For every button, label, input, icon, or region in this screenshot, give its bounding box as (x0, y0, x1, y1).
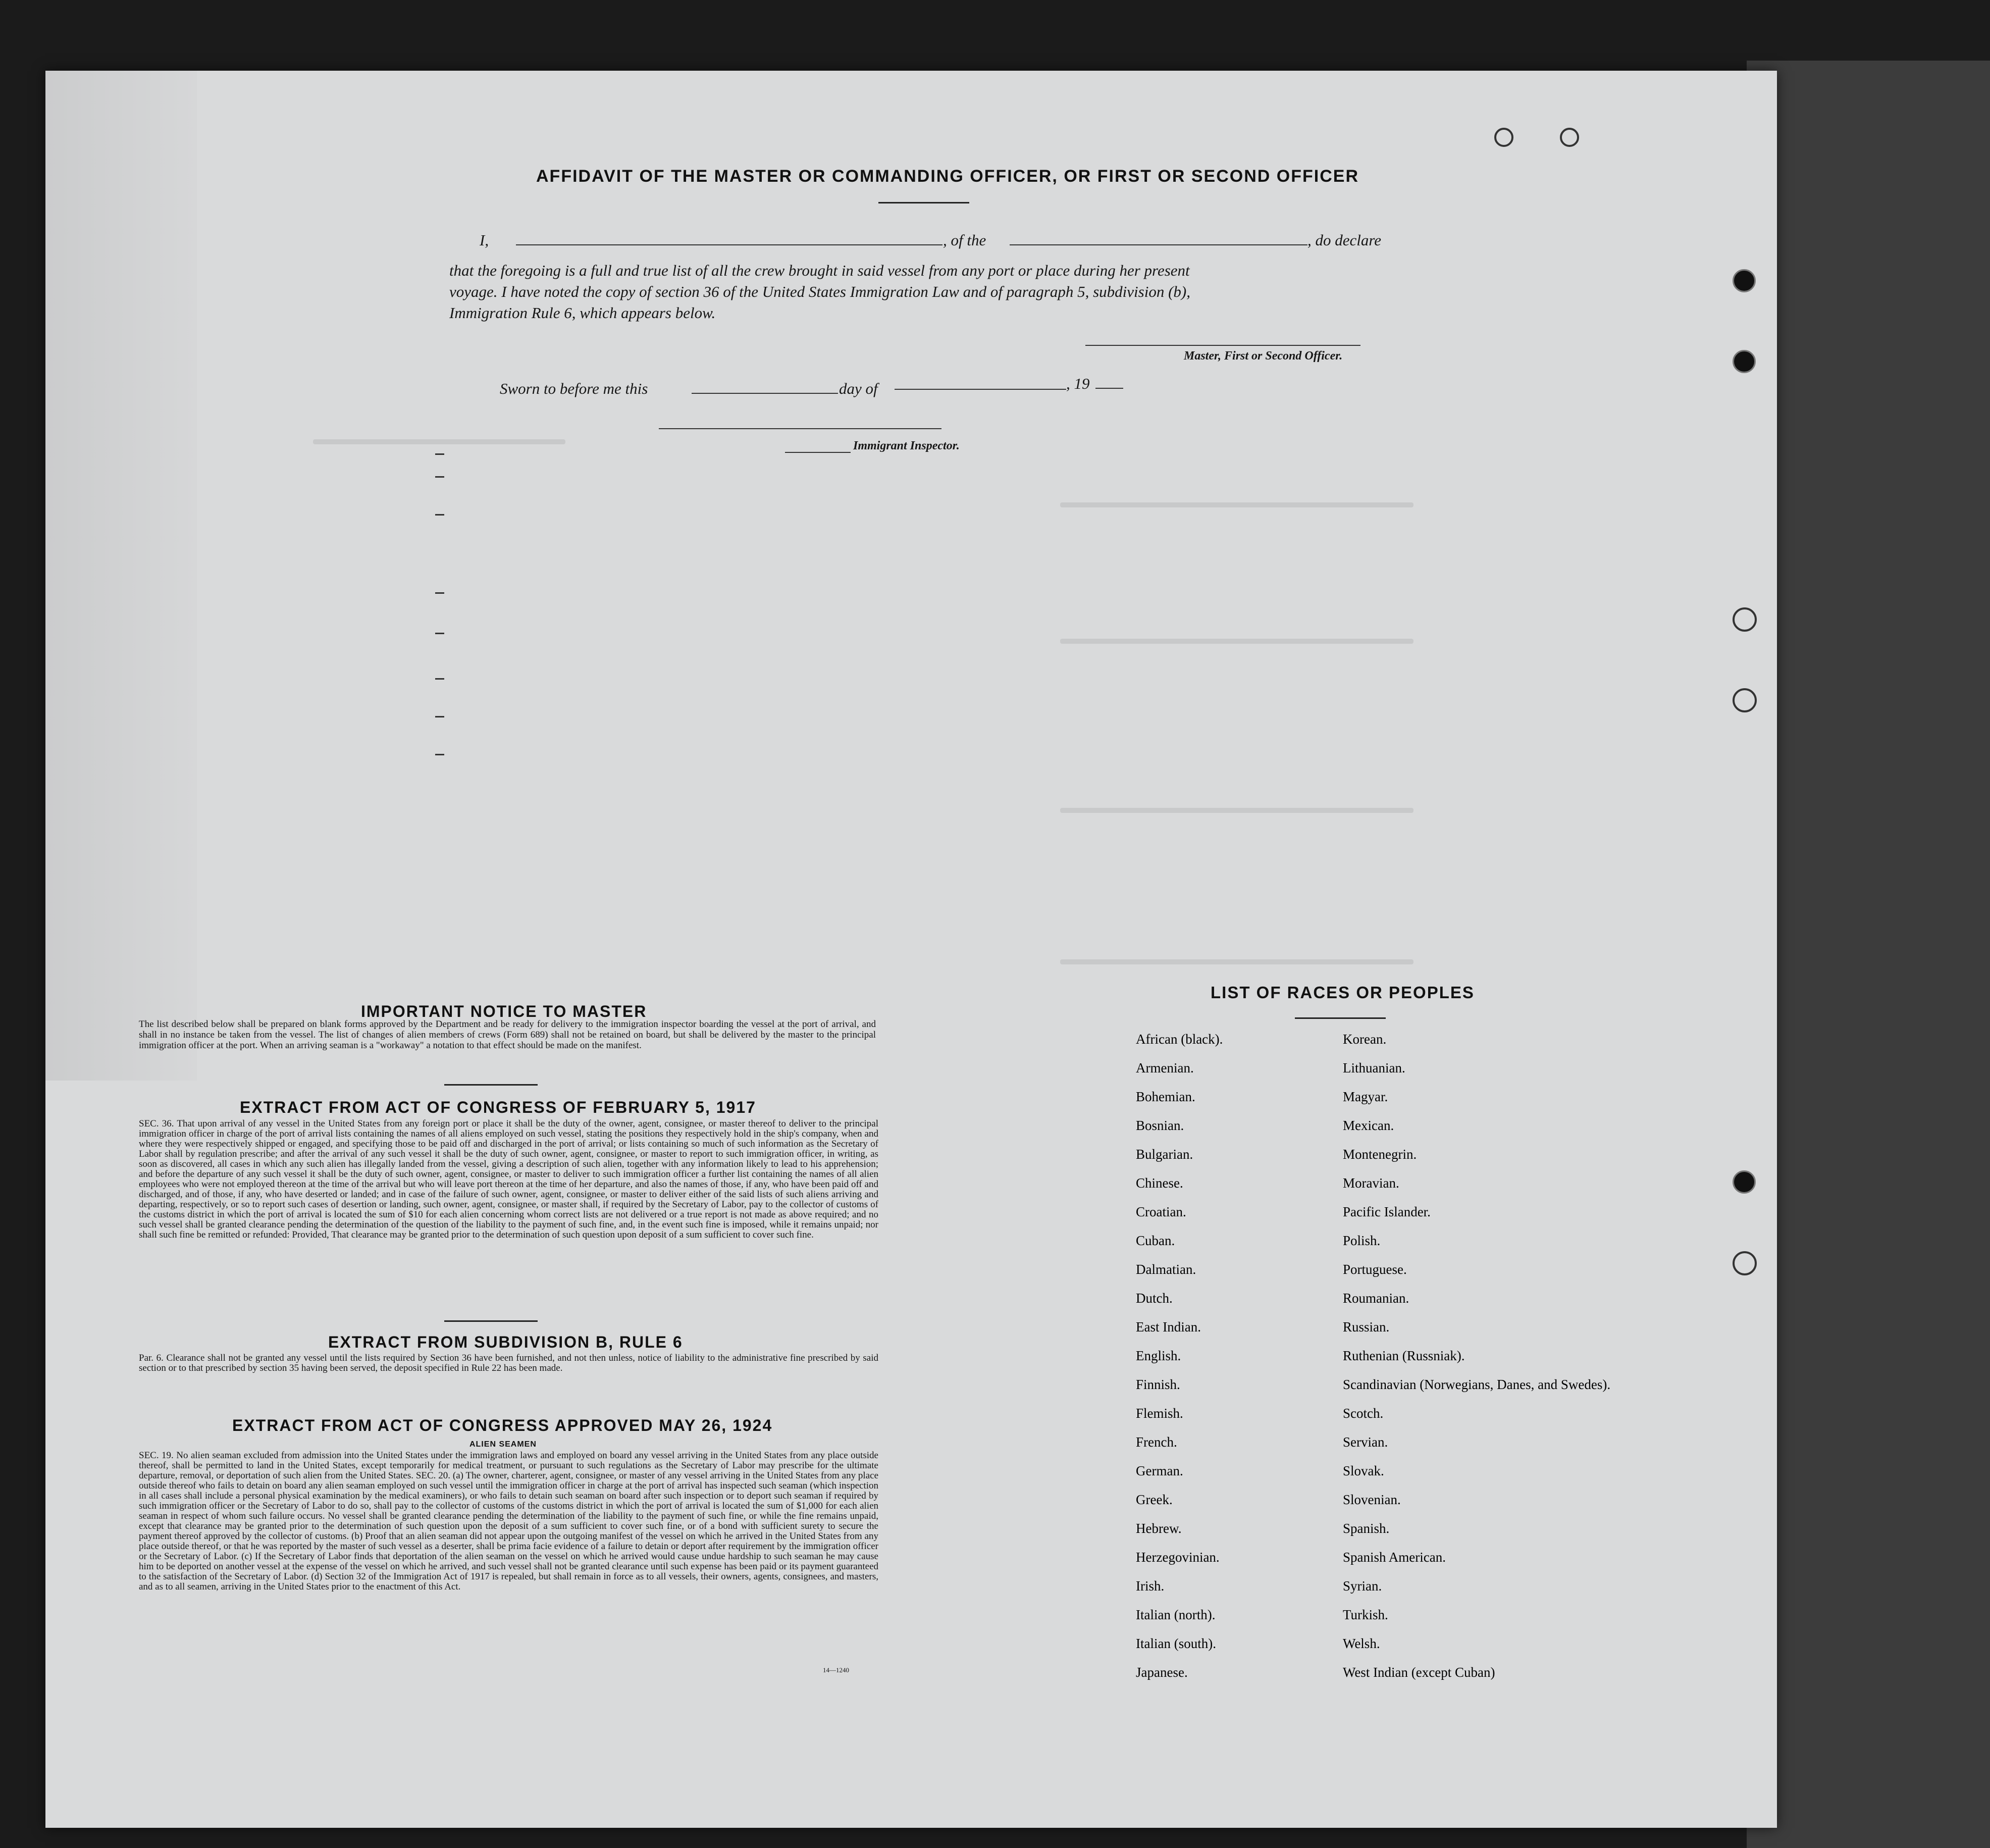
binder-hole (1494, 128, 1513, 147)
race-item-left: Flemish. (1136, 1406, 1183, 1421)
margin-dash (435, 453, 444, 455)
notice-text: The list described below shall be prepared on blank forms approved by the Department and be ready for delivery to the immigration inspector boarding the vessel at the port of arrival, and shall in no instance be taken from the vessel. The list of changes of alien members of crews (Form 689) shall not be retained on board, but shall be delivered by the master to the principal immigration officer at the port. When an arriving seaman is a "workaway" a notation to that effect should be made on the manifest. (139, 1019, 876, 1051)
notice-rule (444, 1084, 538, 1086)
backdrop-page-behind (1747, 61, 1990, 1848)
race-item-left: African (black). (1136, 1032, 1223, 1047)
race-item-left: Croatian. (1136, 1204, 1186, 1219)
race-item-right: Ruthenian (Russniak). (1343, 1348, 1465, 1363)
affidavit-title-rule (878, 202, 969, 203)
race-item-left: Japanese. (1136, 1665, 1188, 1680)
race-item-right: Scandinavian (Norwegians, Danes, and Swedes). (1343, 1377, 1611, 1392)
race-item-right: Mexican. (1343, 1118, 1394, 1133)
race-item-right: Polish. (1343, 1233, 1381, 1248)
race-item-left: German. (1136, 1463, 1183, 1478)
binder-hole (1733, 269, 1756, 292)
extract-1917-title: EXTRACT FROM ACT OF CONGRESS OF FEBRUARY 5, 1917 (240, 1098, 756, 1116)
paper-fold-shadow (45, 71, 197, 1081)
binder-hole (1560, 128, 1579, 147)
race-item-left: Armenian. (1136, 1060, 1194, 1075)
margin-dash (435, 678, 444, 680)
master-signature-line (1085, 345, 1360, 346)
binder-hole (1733, 607, 1757, 632)
binder-hole (1733, 350, 1756, 373)
race-item-right: Lithuanian. (1343, 1060, 1405, 1075)
affidavit-do-declare: , do declare (1307, 231, 1382, 249)
bleed-through-line (1060, 502, 1413, 507)
alien-seamen-subtitle: ALIEN SEAMEN (469, 1440, 537, 1449)
master-signature-label: Master, First or Second Officer. (1184, 349, 1343, 363)
margin-dash (435, 716, 444, 717)
race-item-left: French. (1136, 1434, 1177, 1450)
race-item-right: Roumanian. (1343, 1291, 1409, 1306)
extract-1924-text: SEC. 19. No alien seaman excluded from admission into the United States under the immigration laws and employed on board any vessel arriving in the United States from any place outside thereof, shall be permitted to land in the United States, except temporarily for medical treatment, or pursuant to such regulations as the Secretary of Labor may prescribe for the ultimate departure, removal, or deportation of such alien from the United States. SEC. 20. (a) The owner, charterer, agent, consignee, or master of any vessel arriving in the United States from any place outside thereof who fails to detain on board any alien seaman employed on such vessel until the immigration officer in charge at the port of arrival has inspected such seaman (which inspection in all cases shall include a personal physical examination by the medical examiners), or who fails to detain such seaman on board after such inspection or to deport such seaman if required by such immigration officer or the Secretary of Labor to do so, shall pay to the collector of customs of the customs district in which the port of arrival is located the sum of $1,000 for each alien seaman in respect of whom such failure occurs. No vessel shall be granted clearance pending the determination of the liability to the payment of such fine, or while the fine remains unpaid, except that clearance may be granted prior to the determination of such question upon the deposit of a sum sufficient to cover such fine, or of a bond with sufficient surety to secure the payment thereof approved by the collector of customs. (b) Proof that an alien seaman did not appear upon the outgoing manifest of the vessel on which he arrived in the United States from any place outside thereof, or that he was reported by the master of such vessel as a deserter, shall be prima facie evidence of a failure to detain or deport after requirement by the immigration officer or the Secretary of Labor. (c) If the Secretary of Labor finds that deportation of the alien seaman on the vessel on which he arrived would cause undue hardship to such seaman he may cause him to be deported on another vessel at the expense of the vessel on which he arrived, and such vessel shall not be granted clearance until such expense has been paid or its payment guaranteed to the satisfaction of the Secretary of Labor. (d) Section 32 of the Immigration Act of 1917 is repealed, but shall remain in force as to all vessels, their owners, agents, consignees, and masters, and as to all seamen, arriving in the United States prior to the enactment of this Act. (139, 1450, 878, 1592)
race-item-right: Korean. (1343, 1032, 1387, 1047)
races-title-rule (1295, 1017, 1386, 1019)
margin-dash (435, 592, 444, 594)
race-item-right: Scotch. (1343, 1406, 1384, 1421)
race-item-right: Slovak. (1343, 1463, 1384, 1478)
margin-dash (435, 754, 444, 755)
race-item-right: Welsh. (1343, 1636, 1380, 1651)
affidavit-body-line2: voyage. I have noted the copy of section 36 of the United States Immigration Law and of paragraph 5, subdivision (b), (449, 283, 1190, 300)
race-item-right: Slovenian. (1343, 1492, 1401, 1507)
bleed-through-line (1060, 639, 1413, 644)
race-item-left: Italian (north). (1136, 1607, 1216, 1622)
affidavit-i: I, (480, 231, 489, 249)
race-item-left: Chinese. (1136, 1175, 1183, 1191)
sworn-year-label: , 19 (1066, 375, 1090, 392)
affidavit-title: AFFIDAVIT OF THE MASTER OR COMMANDING OFFICER, OR FIRST OR SECOND OFFICER (536, 167, 1359, 186)
race-item-left: Italian (south). (1136, 1636, 1216, 1651)
race-item-left: Hebrew. (1136, 1521, 1182, 1536)
races-title: LIST OF RACES OR PEOPLES (1211, 983, 1475, 1002)
inspector-signature-line (659, 428, 941, 429)
name-blank-line (516, 244, 942, 245)
race-item-left: East Indian. (1136, 1319, 1201, 1334)
sworn-year-blank (1095, 388, 1123, 389)
race-item-right: Syrian. (1343, 1578, 1382, 1594)
sworn-day-blank (692, 393, 838, 394)
races-list (1136, 1028, 1611, 1684)
margin-dash (435, 476, 444, 478)
race-item-right: Montenegrin. (1343, 1147, 1417, 1162)
extract-1924-title: EXTRACT FROM ACT OF CONGRESS APPROVED MAY 26, 1924 (232, 1416, 773, 1434)
race-item-right: Magyar. (1343, 1089, 1388, 1104)
form-number: 14—1240 (823, 1666, 849, 1674)
bleed-through-line (1060, 959, 1413, 964)
race-item-left: Bosnian. (1136, 1118, 1184, 1133)
binder-hole (1733, 1170, 1756, 1194)
race-item-left: Bohemian. (1136, 1089, 1195, 1104)
inspector-label: Immigrant Inspector. (853, 439, 960, 452)
race-item-right: Spanish. (1343, 1521, 1390, 1536)
bleed-through-line (313, 439, 565, 444)
extract-1917-text: SEC. 36. That upon arrival of any vessel in the United States from any foreign port or place it shall be the duty of the owner, agent, consignee, or master thereof to deliver to the principal immigration officer in charge of the port of arrival lists containing the names of all aliens employed on such vessel, stating the positions they respectively hold in the ship's company, when and where they were respectively shipped or engaged, and specifying those to be paid off and discharged in the port of arrival; or lists containing so much of such information as the Secretary of Labor shall by regulation prescribe; and after the arrival of any such vessel it shall be the duty of such owner, agent, consignee, or master to report to such immigration officer, in writing, as soon as discovered, all cases in which any such alien has illegally landed from the vessel, giving a description of such alien, together with any information likely to lead to his apprehension; and before the departure of any such vessel it shall be the duty of such owner, agent, consignee, or master to deliver to such immigration officer a further list containing the names of all alien employees who were not employed thereon at the time of the arrival but who will leave port thereon at the time of her departure, and also the names of those, if any, who have been paid off and discharged, and of those, if any, who have deserted or landed; and in case of the failure of such owner, agent, consignee, or master to deliver either of the said lists of such aliens arriving and departing, respectively, or so to report such cases of desertion or landing, such owner, agent, consignee, or master shall, if required by the Secretary of Labor, pay to the collector of customs of the customs district in which the port of arrival is located the sum of $10 for each alien concerning whom correct lists are not delivered or a true report is not made as above required; and no such vessel shall be granted clearance pending the determination of the question of the liability to the payment of such fine, and, in the event such fine is imposed, while it remains unpaid; nor shall such fine be remitted or refunded: Provided, That clearance may be granted prior to the determination of such question upon deposit of a sum sufficient to cover such fine. (139, 1118, 878, 1240)
race-item-left: Bulgarian. (1136, 1147, 1193, 1162)
sworn-month-blank (895, 389, 1066, 390)
race-item-left: Finnish. (1136, 1377, 1180, 1392)
affidavit-of-the: , of the (943, 231, 986, 249)
race-item-right: Turkish. (1343, 1607, 1388, 1622)
sworn-prefix: Sworn to before me this (500, 380, 648, 397)
sworn-day-label: day of (839, 380, 878, 397)
bleed-through-line (1060, 808, 1413, 813)
affidavit-body-line1: that the foregoing is a full and true list of all the crew brought in said vessel from any port or place during her present (449, 262, 1190, 279)
race-item-left: Greek. (1136, 1492, 1173, 1507)
margin-dash (435, 514, 444, 516)
race-item-left: English. (1136, 1348, 1181, 1363)
rule6-title: EXTRACT FROM SUBDIVISION B, RULE 6 (328, 1333, 683, 1351)
race-item-right: Portuguese. (1343, 1262, 1407, 1277)
binder-hole (1733, 688, 1757, 712)
race-item-right: Pacific Islander. (1343, 1204, 1431, 1219)
race-item-left: Herzegovinian. (1136, 1550, 1220, 1565)
binder-hole (1733, 1251, 1757, 1275)
race-item-left: Dalmatian. (1136, 1262, 1196, 1277)
vessel-blank-line (1010, 244, 1307, 245)
race-item-left: Irish. (1136, 1578, 1165, 1594)
race-item-right: Moravian. (1343, 1175, 1399, 1191)
race-item-left: Dutch. (1136, 1291, 1173, 1306)
race-item-right: Russian. (1343, 1319, 1390, 1334)
race-item-left: Cuban. (1136, 1233, 1175, 1248)
margin-dash (435, 633, 444, 634)
notice-title: IMPORTANT NOTICE TO MASTER (361, 1002, 647, 1020)
race-item-right: Spanish American. (1343, 1550, 1446, 1565)
race-item-right: Servian. (1343, 1434, 1388, 1450)
inspector-short-line (785, 452, 851, 453)
affidavit-body-line3: Immigration Rule 6, which appears below. (449, 304, 716, 322)
rule6-text: Par. 6. Clearance shall not be granted any vessel until the lists required by Section 36 have been furnished, and not then unless, notice of liability to the administrative fine prescribed by said section or to that prescribed by section 35 having been served, the deposit specified in Rule 22 has been made. (139, 1353, 878, 1373)
race-item-right: West Indian (except Cuban) (1343, 1665, 1495, 1680)
extract-1917-rule (444, 1320, 538, 1322)
